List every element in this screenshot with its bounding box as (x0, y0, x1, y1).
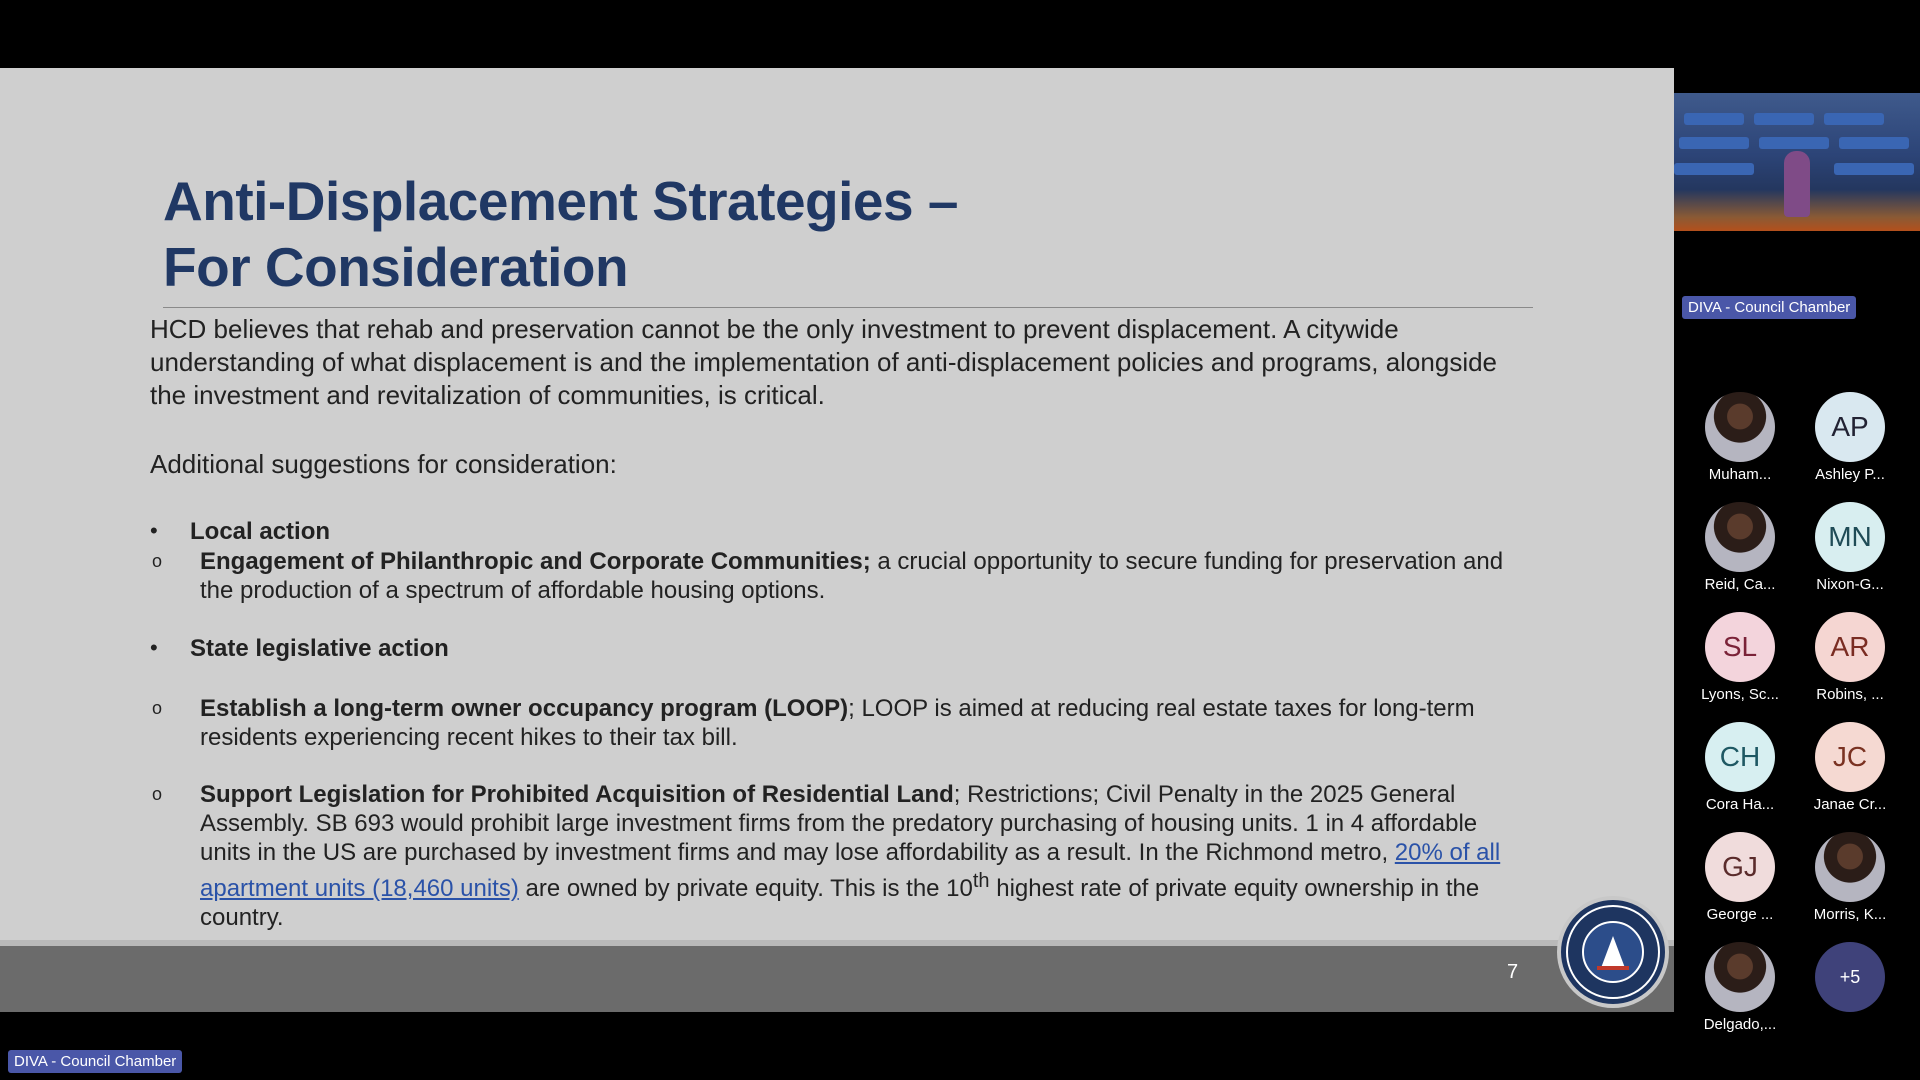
participant-tile[interactable] (1685, 722, 1795, 813)
sub-item-loop (152, 694, 1520, 752)
title-divider (163, 307, 1533, 308)
participant-photo (1705, 392, 1775, 462)
speaker-figure (1784, 151, 1810, 217)
participant-name: Cora Ha... (1705, 796, 1775, 813)
slide-page-number: 7 (1507, 961, 1519, 983)
sub-item-legislation (152, 780, 1520, 932)
participant-avatar: JC (1815, 722, 1885, 792)
slide-title-line2: For Consideration (163, 236, 629, 298)
slide-title (163, 168, 958, 300)
participant-avatar: AR (1815, 612, 1885, 682)
participant-name: Muham... (1708, 466, 1772, 483)
participant-tile[interactable] (1795, 502, 1905, 593)
participant-tile[interactable] (1685, 612, 1795, 703)
bullet-dot: • (150, 635, 158, 660)
bullet-dot: • (150, 518, 158, 543)
participant-name: Nixon-G... (1816, 576, 1884, 593)
participant-photo (1705, 502, 1775, 572)
participant-tile[interactable] (1685, 502, 1795, 593)
participant-avatar: MN (1815, 502, 1885, 572)
participant-tile[interactable] (1795, 832, 1905, 923)
participant-name: Lyons, Sc... (1701, 686, 1779, 703)
participant-avatar: AP (1815, 392, 1885, 462)
participant-name: Reid, Ca... (1704, 576, 1776, 593)
sub-item-philanthropic (152, 547, 1520, 605)
presentation-slide (0, 68, 1674, 1012)
sub-item-text: a crucial opportunity to secure funding for preservation and the production of a spectrum of affordable housing options. (200, 548, 1504, 604)
sub-bullet-dot: o (152, 698, 163, 718)
sub-item-text-after-link: are owned by private equity. This is the 10 (518, 875, 973, 902)
room-name-label: DIVA - Council Chamber (1682, 296, 1856, 319)
superscript: th (972, 870, 990, 892)
sub-item-bold: Establish a long-term owner occupancy program (LOOP) (200, 695, 849, 722)
participant-tile[interactable] (1685, 942, 1795, 1033)
participant-avatar: +5 (1815, 942, 1885, 1012)
sub-bullet-dot: o (152, 551, 163, 571)
participant-avatar: CH (1705, 722, 1775, 792)
sub-item-text: ; LOOP is aimed at reducing real estate taxes for long-term residents experiencing recent hikes to their tax bill. (200, 695, 1475, 751)
sub-bullet-dot: o (152, 784, 163, 804)
participant-tile[interactable] (1685, 832, 1795, 923)
bullet-label: State legislative action (190, 635, 449, 662)
participant-tile[interactable] (1685, 392, 1795, 483)
participant-tile[interactable] (1795, 392, 1905, 483)
participant-name: Morris, K... (1813, 906, 1887, 923)
participant-name: Janae Cr... (1813, 796, 1887, 813)
participant-name: Delgado,... (1703, 1016, 1777, 1033)
participant-tile[interactable] (1795, 942, 1905, 1012)
participant-photo (1815, 832, 1885, 902)
sub-item-bold: Support Legislation for Prohibited Acquisition of Residential Land (200, 781, 954, 808)
sub-item-bold: Engagement of Philanthropic and Corporate Communities; (200, 548, 871, 575)
city-seal-logo (1557, 896, 1669, 1008)
participant-name: Robins, ... (1816, 686, 1884, 703)
slide-footer-bar (0, 940, 1674, 1012)
participant-tile[interactable] (1795, 612, 1905, 703)
private-equity-link[interactable]: 20% of all apartment units (18,460 units) (200, 839, 1501, 902)
slide-title-line1: Anti-Displacement Strategies – (163, 170, 958, 232)
bullet-label: Local action (190, 518, 331, 545)
participant-avatar: GJ (1705, 832, 1775, 902)
participant-name: Ashley P... (1815, 466, 1885, 483)
sub-item-text: ; Restrictions; Civil Penalty in the 2025 General Assembly. SB 693 would prohibit large investment firms from the predatory purchasing of housing units. 1 in 4 affordable units in the US are purchased by investment firms and may lose affordability as a result. In the Richmond metro, (200, 781, 1478, 866)
council-chamber-video[interactable] (1674, 93, 1920, 231)
participant-tile[interactable] (1795, 722, 1905, 813)
participant-avatar: SL (1705, 612, 1775, 682)
sub-item-text-end: highest rate of private equity ownership in the country. (200, 875, 1480, 931)
video-source-label: DIVA - Council Chamber (8, 1050, 182, 1073)
participant-name: George ... (1706, 906, 1774, 923)
slide-additional-text: Additional suggestions for consideration: (150, 449, 617, 479)
participant-photo (1705, 942, 1775, 1012)
slide-intro-text: HCD believes that rehab and preservation cannot be the only investment to prevent displacement. A citywide understanding of what displacement is and the implementation of anti-displacement policies and programs, alongside the investment and revitalization of communities, is critical. (150, 314, 1498, 410)
